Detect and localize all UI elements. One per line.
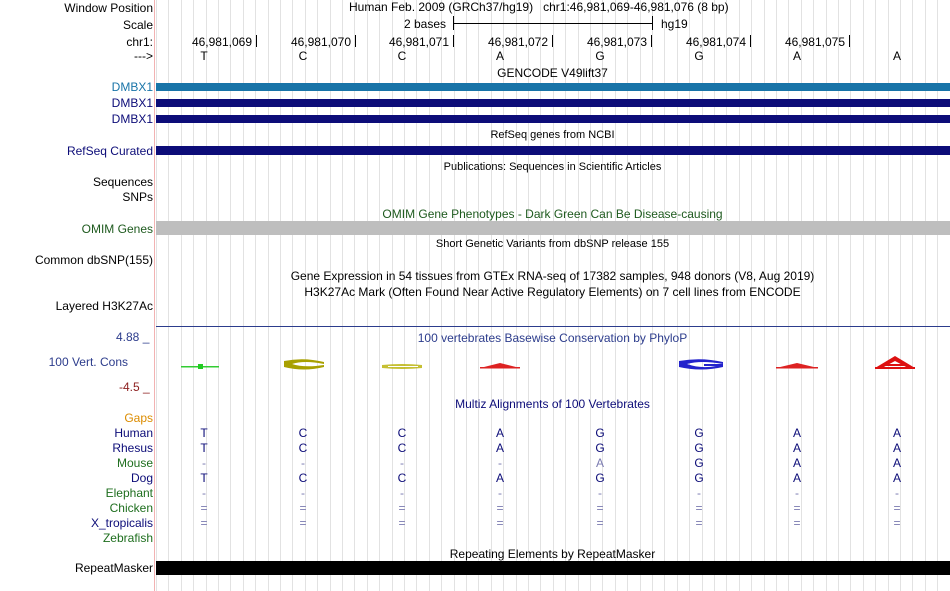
position-text: chr1:46,981,069-46,981,076 (8 bp) xyxy=(543,0,729,14)
strand-arrow-label: ---> xyxy=(134,49,153,63)
alignment-base: - xyxy=(498,486,502,500)
alignment-base: A xyxy=(892,441,901,455)
alignment-base: - xyxy=(795,486,799,500)
alignment-base: A xyxy=(495,471,504,485)
alignment-base: = xyxy=(596,516,604,530)
alignment-base: T xyxy=(200,471,208,485)
alignment-base: A xyxy=(792,441,801,455)
logo-G xyxy=(679,359,723,369)
alignment-base: = xyxy=(299,516,307,530)
alignment-base: - xyxy=(697,486,701,500)
h3k27ac-label[interactable]: Layered H3K27Ac xyxy=(55,299,153,313)
ruler-base: G xyxy=(595,49,605,63)
alignment-base: = xyxy=(496,516,504,530)
conservation-min: -4.5 _ xyxy=(119,380,150,394)
h3k27ac-baseline xyxy=(156,326,950,327)
ruler-tick xyxy=(849,35,850,47)
alignment-base: A xyxy=(792,456,801,470)
dbsnp-label[interactable]: Common dbSNP(155) xyxy=(34,253,153,267)
refseq-label[interactable]: RefSeq Curated xyxy=(66,144,153,158)
ruler-tick xyxy=(256,35,257,47)
gaps-label[interactable]: Gaps xyxy=(124,411,153,425)
gencode-item-3[interactable]: DMBX1 xyxy=(111,112,153,126)
refseq-title: RefSeq genes from NCBI xyxy=(490,129,615,141)
alignment-base: G xyxy=(694,441,704,455)
alignment-base: G xyxy=(694,456,704,470)
multiz-title: Multiz Alignments of 100 Vertebrates xyxy=(455,397,650,411)
conservation-title: 100 vertebrates Basewise Conservation by PhyloP xyxy=(417,331,688,345)
ruler-base: C xyxy=(298,49,308,63)
species-label[interactable]: Zebrafish xyxy=(102,531,153,545)
ruler-base: G xyxy=(694,49,704,63)
alignment-base: - xyxy=(301,456,305,470)
species-label[interactable]: Elephant xyxy=(105,486,153,500)
alignment-base: G xyxy=(595,471,605,485)
ruler-base: A xyxy=(792,49,801,63)
alignment-base: A xyxy=(495,426,504,440)
alignment-base: C xyxy=(397,471,407,485)
alignment-base: - xyxy=(598,486,602,500)
alignment-base: = xyxy=(893,501,901,515)
logo-C2 xyxy=(382,364,422,369)
species-label[interactable]: Mouse xyxy=(116,456,153,470)
alignment-base: - xyxy=(895,486,899,500)
omim-feature[interactable] xyxy=(156,221,950,235)
alignment-base: A xyxy=(792,471,801,485)
ruler-position: 46,981,070 xyxy=(290,35,351,49)
scale-text: 2 bases xyxy=(404,17,447,31)
ruler-position: 46,981,071 xyxy=(388,35,449,49)
alignment-base: = xyxy=(596,501,604,515)
scale-label: Scale xyxy=(122,18,153,32)
scale-bar xyxy=(453,23,652,24)
alignment-base: - xyxy=(400,456,404,470)
ruler-position: 46,981,074 xyxy=(685,35,746,49)
alignment-base: = xyxy=(299,501,307,515)
chr-label: chr1: xyxy=(126,35,153,49)
scale-bar-right xyxy=(652,16,653,30)
ruler-position: 46,981,075 xyxy=(784,35,845,49)
omim-label[interactable]: OMIM Genes xyxy=(81,222,153,236)
h3k27ac-title: H3K27Ac Mark (Often Found Near Active Regulatory Elements) on 7 cell lines from ENCODE xyxy=(304,285,801,299)
repeatmasker-feature[interactable] xyxy=(156,561,950,575)
alignment-base: - xyxy=(498,456,502,470)
alignment-base: = xyxy=(200,516,208,530)
snps-label[interactable]: SNPs xyxy=(122,190,153,204)
publications-title: Publications: Sequences in Scientific Articles xyxy=(443,161,662,173)
alignment-base: = xyxy=(695,501,703,515)
repeatmasker-title: Repeating Elements by RepeatMasker xyxy=(449,547,656,561)
alignment-base: = xyxy=(695,516,703,530)
logo-A2 xyxy=(776,363,818,369)
alignment-base: = xyxy=(793,501,801,515)
alignment-base: = xyxy=(496,501,504,515)
alignment-base: C xyxy=(298,471,308,485)
alignment-base: = xyxy=(893,516,901,530)
ruler-tick xyxy=(355,35,356,47)
ruler-base: A xyxy=(892,49,901,63)
ruler-tick xyxy=(552,35,553,47)
gencode-item-2[interactable]: DMBX1 xyxy=(111,96,153,110)
species-label[interactable]: Dog xyxy=(130,471,153,485)
conservation-max: 4.88 _ xyxy=(116,330,150,344)
repeatmasker-label[interactable]: RepeatMasker xyxy=(74,561,153,575)
species-label[interactable]: Chicken xyxy=(109,501,153,515)
alignment-base: T xyxy=(200,426,208,440)
window-position-label: Window Position xyxy=(64,1,153,15)
alignment-base: A xyxy=(892,456,901,470)
ruler-tick xyxy=(453,35,454,47)
alignment-base: C xyxy=(397,426,407,440)
logo-C xyxy=(284,359,324,369)
alignment-base: = xyxy=(398,501,406,515)
gencode-feature-3[interactable] xyxy=(156,115,950,123)
conservation-label[interactable]: 100 Vert. Cons xyxy=(48,355,128,369)
gencode-item-1[interactable]: DMBX1 xyxy=(111,80,153,94)
ruler-position: 46,981,069 xyxy=(191,35,252,49)
species-label[interactable]: Human xyxy=(114,426,153,440)
ruler-position: 46,981,072 xyxy=(487,35,548,49)
gencode-title: GENCODE V49lift37 xyxy=(497,66,608,80)
alignment-base: A xyxy=(495,441,504,455)
conservation-logos xyxy=(156,355,950,375)
ruler-base: A xyxy=(495,49,504,63)
alignment-base: G xyxy=(595,441,605,455)
alignment-base: = xyxy=(200,501,208,515)
alignment-base: - xyxy=(202,456,206,470)
alignment-base: A xyxy=(892,471,901,485)
alignment-base: - xyxy=(202,486,206,500)
sequences-label[interactable]: Sequences xyxy=(92,175,153,189)
ruler-tick xyxy=(651,35,652,47)
alignment-base: A xyxy=(892,426,901,440)
ruler-position: 46,981,073 xyxy=(586,35,647,49)
logo-T xyxy=(181,364,219,369)
refseq-feature[interactable] xyxy=(156,146,950,155)
alignment-base: C xyxy=(298,441,308,455)
species-label[interactable]: X_tropicalis xyxy=(90,516,153,530)
alignment-base: - xyxy=(301,486,305,500)
gencode-feature-2[interactable] xyxy=(156,99,950,107)
alignment-base: A xyxy=(792,426,801,440)
scale-assembly: hg19 xyxy=(661,17,688,31)
omim-title: OMIM Gene Phenotypes - Dark Green Can Be Disease-causing xyxy=(382,207,723,221)
alignment-base: T xyxy=(200,441,208,455)
alignment-base: A xyxy=(595,456,604,470)
assembly-text xyxy=(349,0,729,14)
alignment-base: C xyxy=(397,441,407,455)
gtex-title: Gene Expression in 54 tissues from GTEx RNA-seq of 17382 samples, 948 donors (V8, Aug 2019) xyxy=(290,269,815,283)
alignment-base: G xyxy=(694,471,704,485)
alignment-base: G xyxy=(694,426,704,440)
alignment-base: C xyxy=(298,426,308,440)
ruler-base: T xyxy=(200,49,208,63)
alignment-base: = xyxy=(398,516,406,530)
ruler-base: C xyxy=(397,49,407,63)
logo-A xyxy=(480,363,520,369)
dbsnp-title: Short Genetic Variants from dbSNP release 155 xyxy=(435,238,670,250)
gencode-feature-1[interactable] xyxy=(156,83,950,91)
alignment-base: = xyxy=(793,516,801,530)
ruler-tick xyxy=(750,35,751,47)
alignment-base: - xyxy=(400,486,404,500)
species-label[interactable]: Rhesus xyxy=(112,441,153,455)
assembly-name: Human Feb. 2009 (GRCh37/hg19) xyxy=(349,0,534,14)
alignment-base: G xyxy=(595,426,605,440)
logo-A3 xyxy=(875,356,915,369)
